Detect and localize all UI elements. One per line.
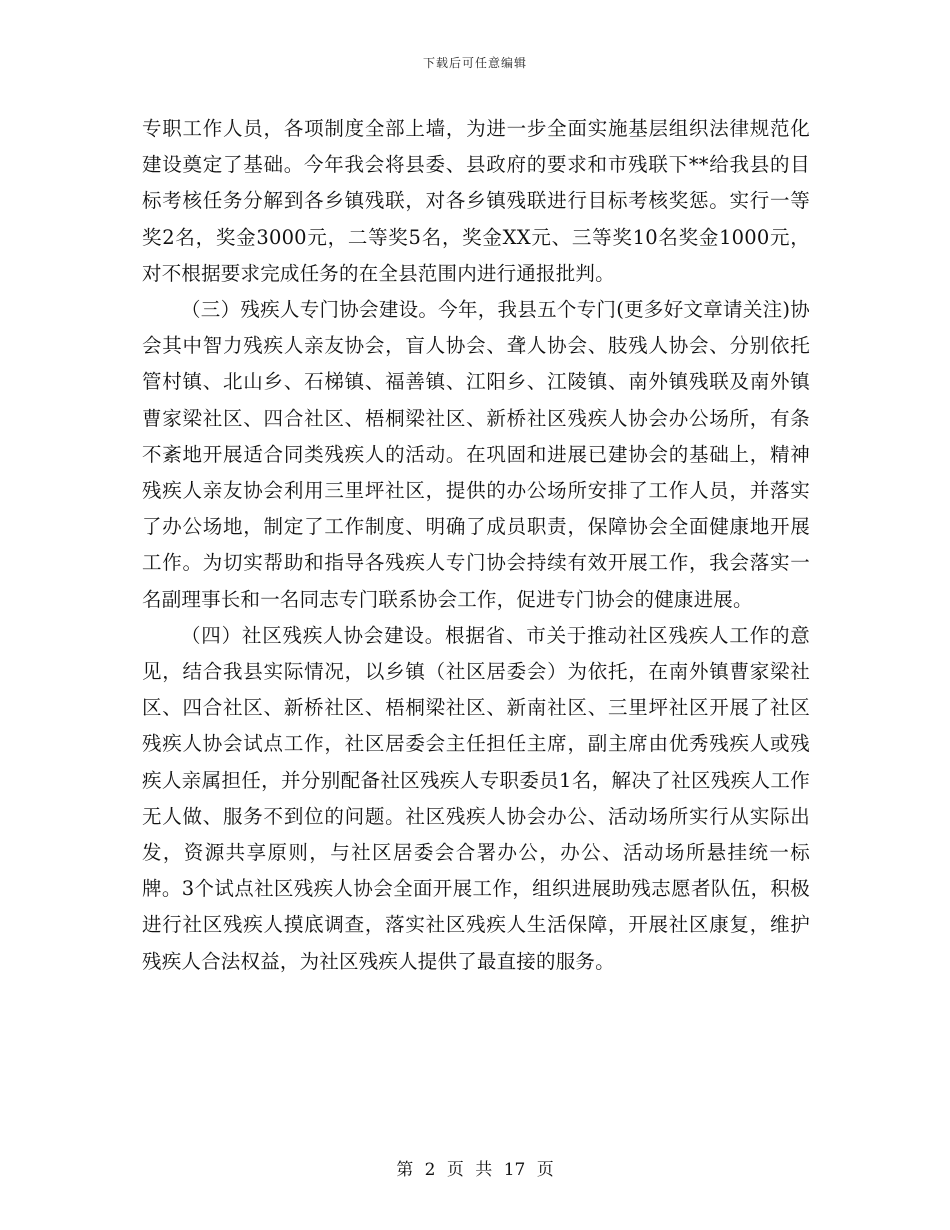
paragraph-section-three: （三）残疾人专门协会建设。今年，我县五个专门(更多好文章请关注)协会其中智力残疾人亲友协会，盲人协会、聋人协会、肢残人协会、分别依托管村镇、北山乡、石梯镇、福善镇、江阳乡、江陵镇、南外镇残联及南外镇曹家梁社区、四合社区、梧桐梁社区、新桥社区残疾人协会办公场所，有条不紊地开展适合同类残疾人的活动。在巩固和进展已建协会的基础上，精神残疾人亲友协会利用三里坪社区，提供的办公场所安排了工作人员，并落实了办公场地，制定了工作制度、明确了成员职责，保障协会全面健康地开展工作。为切实帮助和指导各残疾人专门协会持续有效开展工作，我会落实一名副理事长和一名同志专门联系协会工作，促进专门协会的健康进展。: [142, 298, 810, 611]
paragraph-continuation: 专职工作人员，各项制度全部上墙，为进一步全面实施基层组织法律规范化建设奠定了基础。今年我会将县委、县政府的要求和市残联下**给我县的目标考核任务分解到各乡镇残联，对各乡镇残联进行目标考核奖惩。实行一等奖2名，奖金3000元，二等奖5名，奖金XX元、三等奖10名奖金1000元，对不根据要求完成任务的在全县范围内进行通报批判。: [142, 117, 810, 285]
document-body: [142, 111, 810, 980]
page-header: 下载后可任意编辑: [422, 56, 527, 70]
page-number-footer: 第 2 页 共 17 页: [396, 1160, 554, 1180]
paragraph-section-four: （四）社区残疾人协会建设。根据省、市关于推动社区残疾人工作的意见，结合我县实际情况，以乡镇（社区居委会）为依托，在南外镇曹家梁社区、四合社区、新桥社区、梧桐梁社区、新南社区、三里坪社区开展了社区残疾人协会试点工作，社区居委会主任担任主席，副主席由优秀残疾人或残疾人亲属担任，并分别配备社区残疾人专职委员1名，解决了社区残疾人工作无人做、服务不到位的问题。社区残疾人协会办公、活动场所实行从实际出发，资源共享原则，与社区居委会合署办公，办公、活动场所悬挂统一标牌。3个试点社区残疾人协会全面开展工作，组织进展助残志愿者队伍，积极进行社区残疾人摸底调查，落实社区残疾人生活保障，开展社区康复，维护残疾人合法权益，为社区残疾人提供了最直接的服务。: [142, 623, 810, 973]
